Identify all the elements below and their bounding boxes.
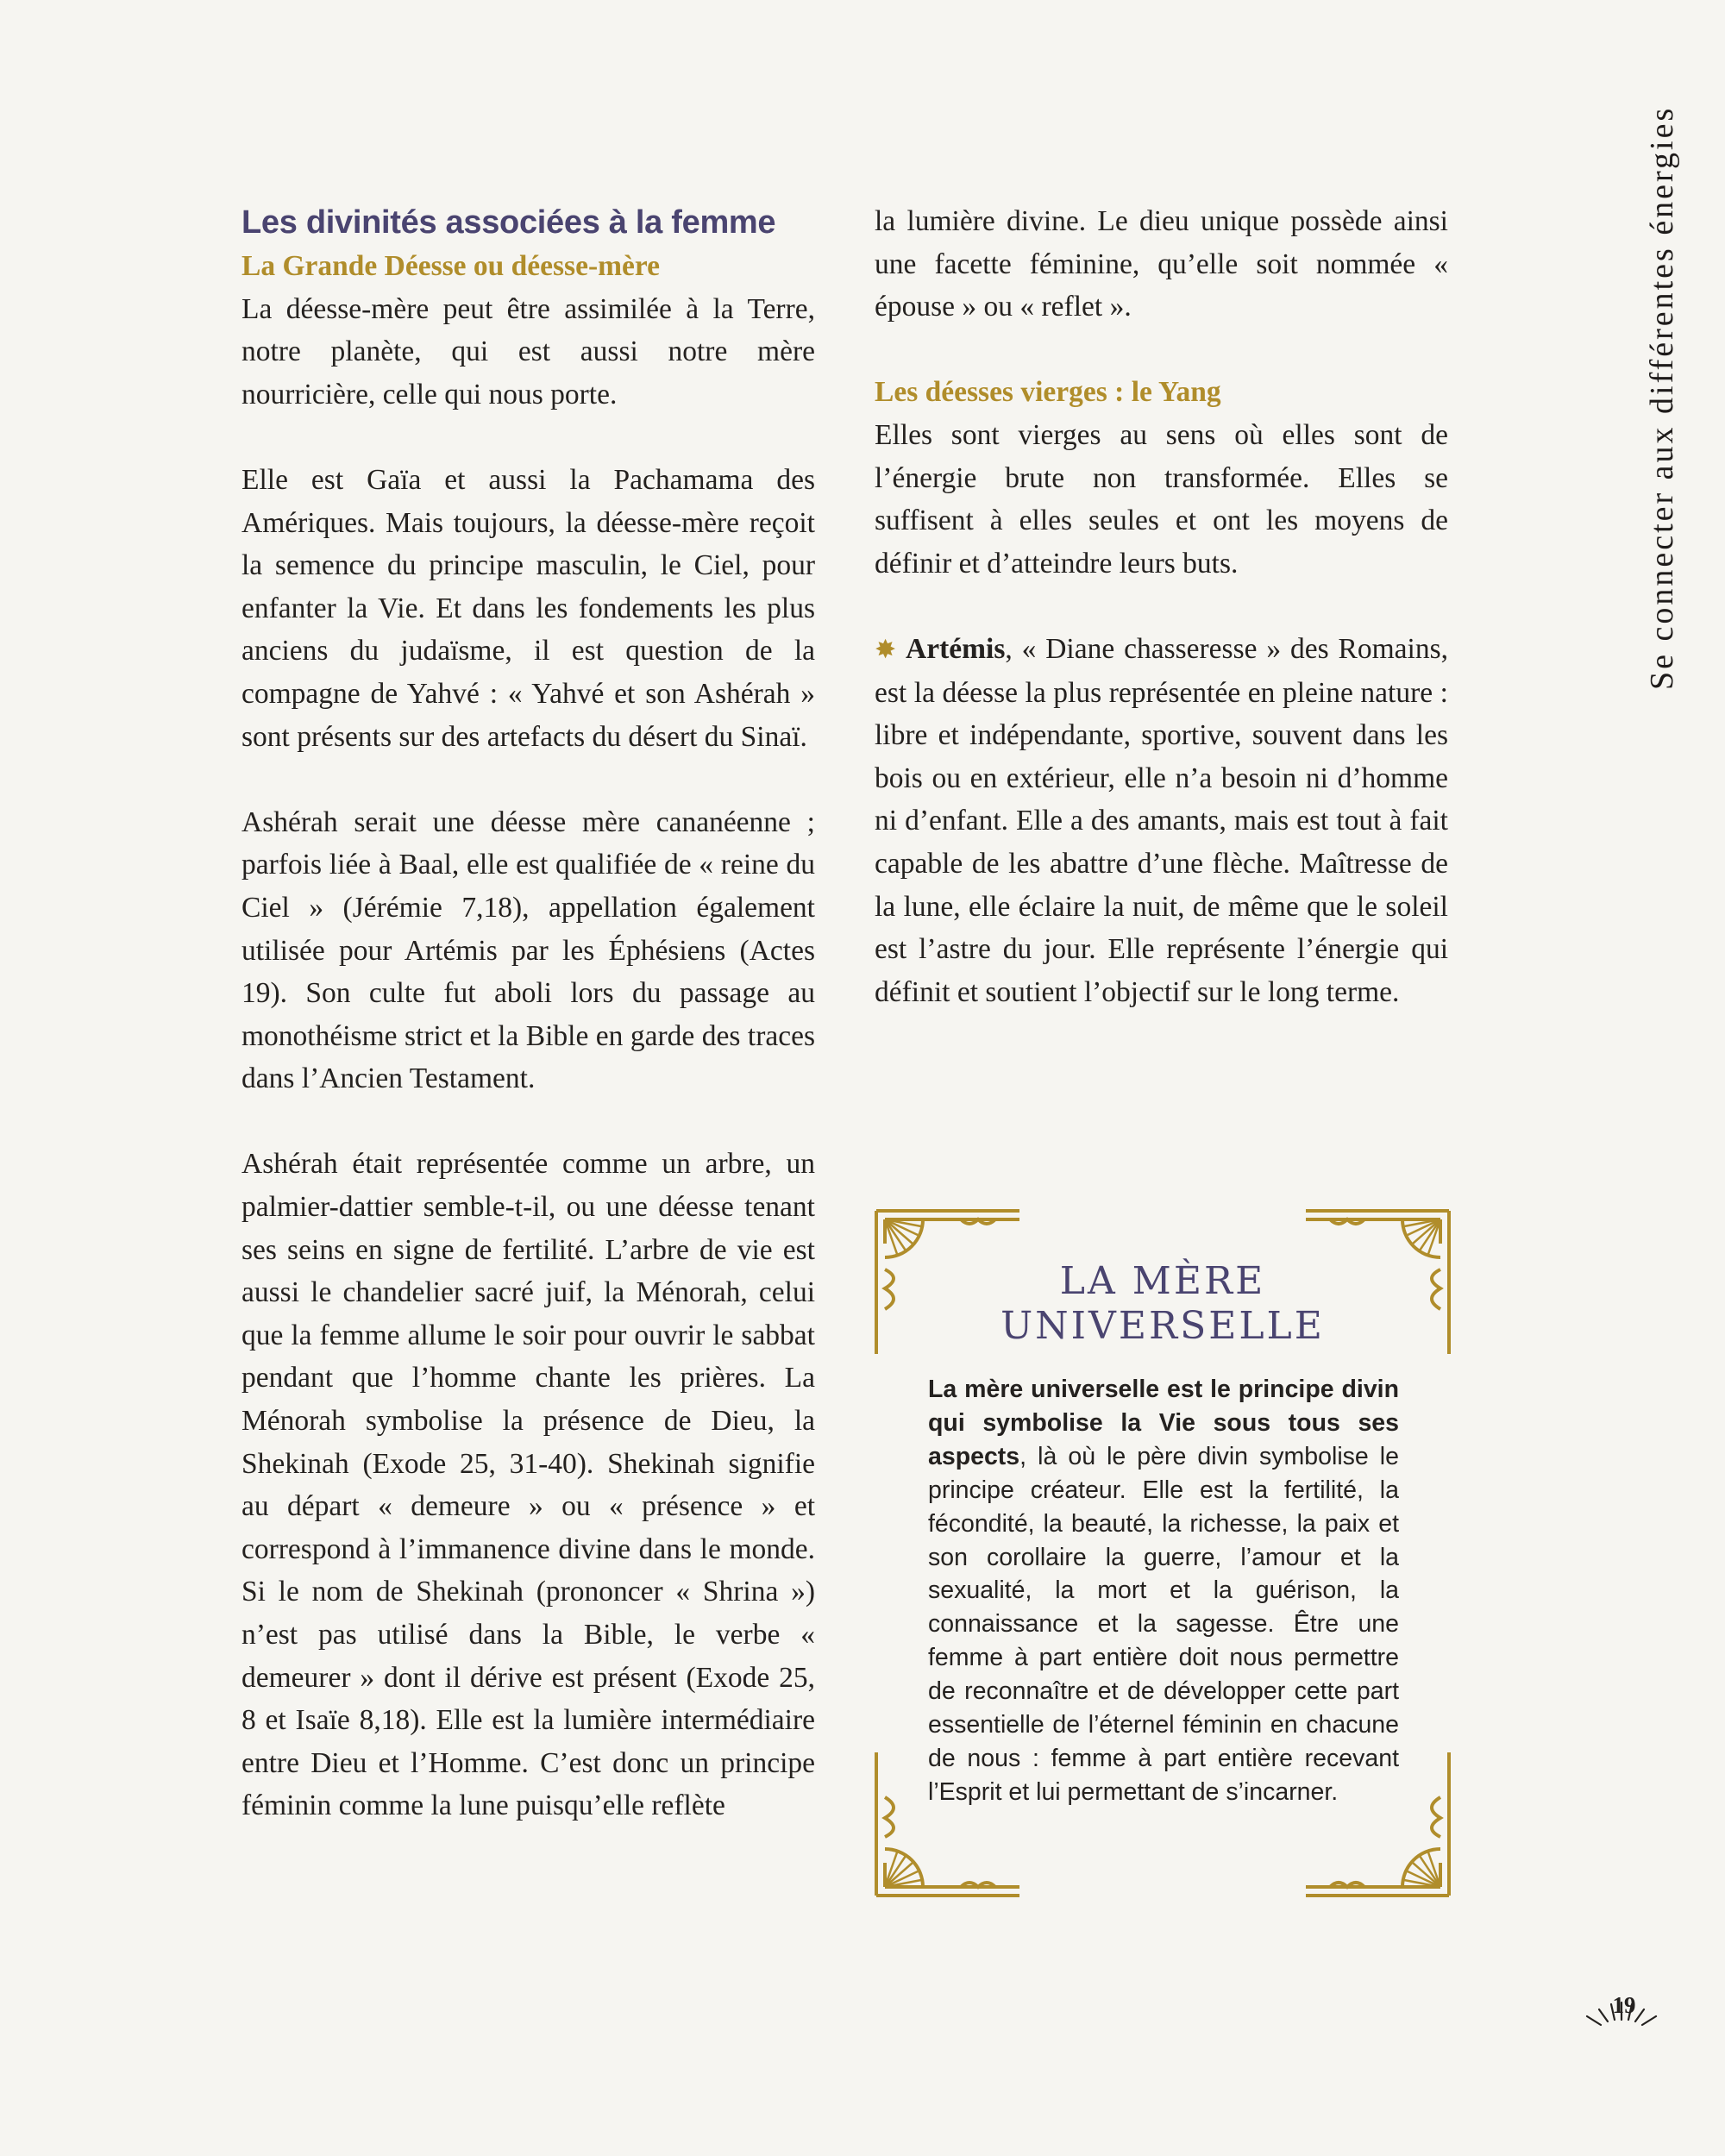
artemis-text: , « Diane chasseresse » des Romains, est la déesse la plus représentée en pleine nature : libre et indépendante, sportive, souvent dans les bois ou en extérieur, elle n’a besoin ni d’homme ni d’enfant. Elle a des amants, mais est tout à fait capable de les abattre d’une flèche. Maîtresse de la lune, elle éclaire la nuit, de même que le soleil est l’astre du jour. Elle représente l’énergie qui définit et soutient l’objectif sur le long terme. (875, 632, 1449, 1008)
paragraph: Elles sont vierges au sens où elles sont de l’énergie brute non transformée. Elles se suffisent à elles seules et ont les moyens de définir et d’atteindre leurs buts. (875, 418, 1448, 580)
paragraph: Elle est Gaïa et aussi la Pachamama des Amériques. Mais toujours, la déesse-mère reçoit la semence du principe masculin, le Ciel, pour enfanter la Vie. Et dans les fondements les plus anciens du judaïsme, il est question de la compagne de Yahvé : « Yahvé et son Ashérah » sont présents sur des artefacts du désert du Sinaï. (242, 463, 815, 753)
paragraph: Ashérah était représentée comme un arbre, un palmier-dattier semble-t-il, ou une déesse tenant ses seins en signe de fertilité. L’arbre de vie est aussi le chandelier sacré juif, la Ménorah, celui que la femme allume le soir pour ouvrir le sabbat pendant que l’homme chante les prières. La Ménorah symbolise la présence de Dieu, la Shekinah (Exode 25, 31-40). Shekinah signifie au départ « demeure » ou « présence » et correspond à l’immanence divine dans le monde. Si le nom de Shekinah (prononcer « Shrina ») n’est pas utilisé dans la Bible, le verbe « demeurer » dont il dérive est présent (Exode 25, 8 et Isaïe 8,18). Elle est la lumière intermédiaire entre Dieu et l’Homme. C’est donc un principe féminin comme la lune puisqu’elle reflète (242, 1148, 815, 1822)
subsection-title-grande-deesse: La Grande Déesse ou déesse-mère (242, 250, 661, 282)
box-title (875, 1259, 1451, 1349)
paragraph: la lumière divine. Le dieu unique possède ainsi une facette féminine, qu’elle soit nommée « épouse » ou « reflet ». (875, 205, 1448, 323)
running-header: Se connecter aux différentes énergies (1644, 105, 1680, 690)
paragraph: Ashérah serait une déesse mère cananéenne ; parfois liée à Baal, elle est qualifiée de « reine du Ciel » (Jérémie 7,18), appellation également utilisée pour Artémis par les Éphésiens (Actes 19). Son culte fut aboli lors du passage au monothéisme strict et la Bible en garde des traces dans l’Ancien Testament. (242, 805, 815, 1095)
page-number: 19 (1612, 1992, 1636, 2018)
subsection-title-deesses-vierges: Les déesses vierges : le Yang (875, 376, 1221, 409)
section-title: Les divinités associées à la femme (242, 204, 776, 241)
box-body-text: , là où le père divin symbolise le principe créateur. Elle est la fertilité, la fécondité, la beauté, la richesse, la paix et son corollaire la guerre, l’amour et la sexualité, la mort et la guérison, la connaissance et la sagesse. Être une femme à part entière doit nous permettre de reconnaître et de développer cette part essentielle de l’éternel féminin en chacune de nous : femme à part entière recevant l’Esprit et lui permettant de s’incarner. (928, 1442, 1399, 1806)
star-bullet-icon: ✸ (875, 635, 897, 664)
mere-universelle-box (875, 1209, 1451, 1897)
box-body-bold: La mère universelle est le principe divin qui symbolise la Vie sous tous ses aspects (928, 1376, 1399, 1470)
box-title-line: UNIVERSELLE (1000, 1304, 1325, 1348)
box-title-line: LA MÈRE (1059, 1259, 1266, 1303)
box-body (928, 1373, 1399, 1809)
artemis-paragraph (875, 628, 1448, 1013)
left-column (242, 200, 815, 1827)
paragraph: La déesse-mère peut être assimilée à la Terre, notre planète, qui est aussi notre mère nourricière, celle qui nous porte. (242, 292, 815, 411)
artemis-name: Artémis (906, 632, 1006, 665)
right-column (875, 200, 1448, 1013)
